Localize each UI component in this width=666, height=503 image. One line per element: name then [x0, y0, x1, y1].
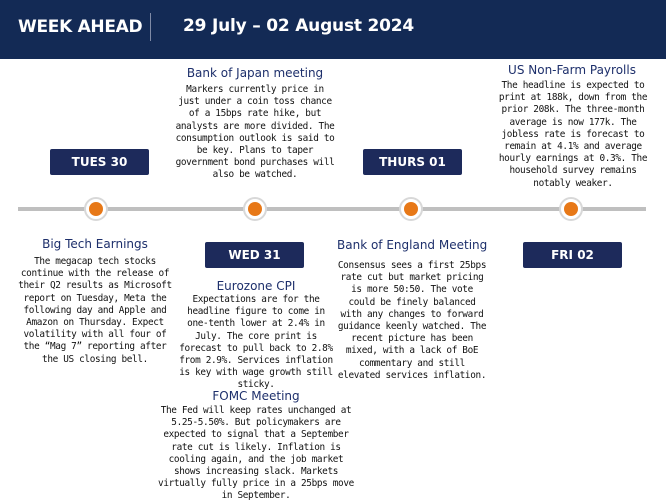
timeline-dot	[404, 202, 418, 216]
event-title-bigtech: Big Tech Earnings	[42, 237, 148, 251]
header-banner	[0, 0, 666, 59]
date-badge-thurs: THURS 01	[363, 149, 462, 175]
timeline-dot	[564, 202, 578, 216]
date-badge-tues: TUES 30	[50, 149, 149, 175]
event-body-boe: Consensus sees a first 25bps rate cut but market pricing is more 50:50. The vote could be finely balanced with any changes to forward guidance keenly watched. The recent picture has been mixed, with a lack of BoE commentary and still elevated services inflation.	[337, 260, 487, 381]
event-title-boe: Bank of England Meeting	[337, 238, 488, 252]
timeline-dot	[248, 202, 262, 216]
header-dates: 29 July – 02 August 2024	[183, 16, 415, 36]
timeline-line	[18, 207, 646, 211]
event-body-nfp: The headline is expected to print at 188k, down from the prior 208k. The three-month average is now 177k. The jobless rate is forecast to remain at 4.1% and average hourly earnings at 0.3%. The household survey remains notably weaker.	[498, 80, 648, 189]
event-title-fomc: FOMC Meeting	[212, 389, 300, 403]
header-title: WEEK AHEAD	[18, 17, 143, 37]
date-badge-wed: WED 31	[205, 242, 304, 268]
date-badge-fri: FRI 02	[523, 242, 622, 268]
timeline-node-thurs	[399, 197, 423, 221]
timeline-node-fri	[559, 197, 583, 221]
event-title-cpi: Eurozone CPI	[216, 279, 296, 293]
event-body-bigtech: The megacap tech stocks continue with the release of their Q2 results as Microsoft report on Tuesday, Meta the following day and Apple and Amazon on Thursday. Expect volatility with all four of the “Mag 7” reporting after the US closing bell.	[18, 256, 172, 365]
event-title-nfp: US Non-Farm Payrolls	[508, 63, 636, 77]
event-body-cpi: Expectations are for the headline figure to come in one-tenth lower at 2.4% in July. The core print is forecast to pull back to 2.8% from 2.9%. Services inflation is key with wage growth still sticky.	[179, 294, 333, 391]
header-divider	[150, 13, 151, 41]
event-body-fomc: The Fed will keep rates unchanged at 5.25-5.50%. But policymakers are expected to signal that a September rate cut is likely. Inflation is cooling again, and the job market shows increasing slack. Markets virtually fully price in a 25bps move in September.	[158, 405, 354, 502]
timeline-dot	[89, 202, 103, 216]
timeline-node-wed	[243, 197, 267, 221]
timeline-node-tues	[84, 197, 108, 221]
event-title-boj: Bank of Japan meeting	[186, 66, 324, 80]
event-body-boj: Markers currently price in just under a coin toss chance of a 15bps rate hike, but analysts are more divided. The consumption outlook is said to be key. Plans to taper government bond purchases will also be watched.	[175, 84, 335, 181]
